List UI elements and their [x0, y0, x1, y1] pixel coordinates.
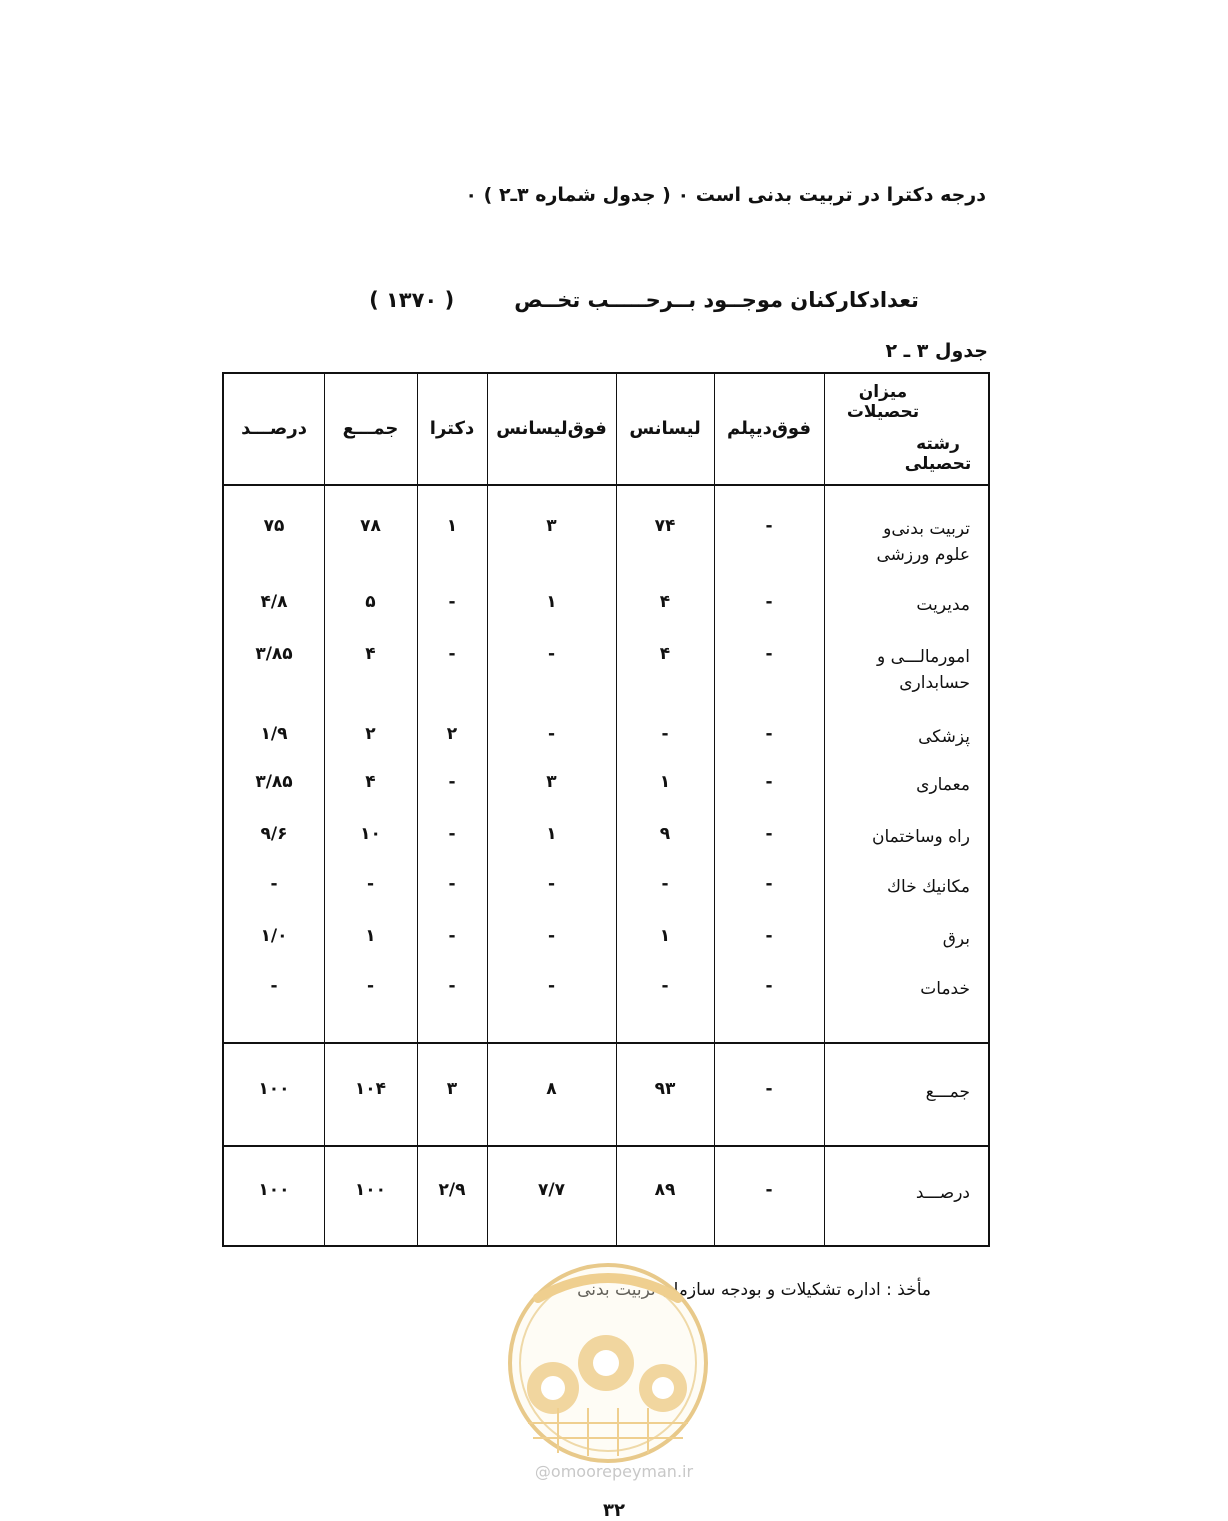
cell-percent: ۱/۰ — [260, 926, 288, 946]
cell-doctorate: - — [448, 644, 456, 664]
cell-associate: - — [765, 644, 773, 664]
header-total: جمـــع — [342, 417, 399, 439]
cell-doctorate: - — [448, 592, 456, 612]
row-label: خدمات — [920, 979, 970, 999]
percent-divider — [224, 1145, 988, 1147]
percent-total: ۱۰۰ — [354, 1180, 387, 1200]
cell-percent: - — [270, 976, 278, 996]
cell-doctorate: - — [448, 874, 456, 894]
cell-associate: - — [765, 772, 773, 792]
cell-master: - — [547, 724, 556, 744]
table-number-label: جدول ۳ ـ ۲ — [885, 340, 988, 362]
row-label: معماری — [916, 775, 970, 795]
cell-associate: - — [765, 516, 773, 536]
cell-total: - — [366, 976, 375, 996]
cell-doctorate: ۲ — [446, 724, 458, 744]
cell-bachelor: ۴ — [659, 592, 671, 612]
cell-master: - — [547, 644, 556, 664]
page-number: ۳۲ — [603, 1500, 625, 1521]
percent-master: ۷/۷ — [538, 1180, 565, 1200]
total-master: ۸ — [546, 1079, 557, 1099]
total-total: ۱۰۴ — [354, 1079, 387, 1099]
cell-doctorate: - — [448, 926, 456, 946]
cell-total: ۱ — [365, 926, 376, 946]
cell-associate: - — [765, 724, 773, 744]
cell-associate: - — [765, 824, 773, 844]
cell-bachelor: ۹ — [659, 824, 671, 844]
staff-table — [222, 372, 990, 1247]
cell-percent: ۷۵ — [263, 516, 285, 536]
row-label: تربیت بدنی‌و علوم ورزشی — [876, 519, 970, 565]
column-divider — [324, 374, 325, 1245]
cell-associate: - — [765, 874, 773, 894]
column-divider — [714, 374, 715, 1245]
cell-doctorate: - — [448, 976, 456, 996]
cell-master: - — [547, 976, 556, 996]
cell-associate: - — [765, 592, 773, 612]
header-bachelor: لیسانس — [629, 417, 701, 439]
column-divider — [487, 374, 488, 1245]
cell-percent: ۱/۹ — [260, 724, 288, 744]
percent-bachelor: ۸۹ — [654, 1180, 676, 1200]
cell-bachelor: ۱ — [659, 772, 671, 792]
cell-doctorate: - — [448, 772, 456, 792]
cell-bachelor: - — [661, 724, 669, 744]
cell-bachelor: ۷۴ — [654, 516, 676, 536]
cell-bachelor: ۱ — [659, 926, 671, 946]
cell-total: ۲ — [365, 724, 376, 744]
cell-total: ۷۸ — [360, 516, 381, 536]
row-label: پزشکی — [918, 727, 970, 747]
percent-percent: ۱۰۰ — [258, 1180, 290, 1200]
cell-master: ۳ — [546, 516, 557, 536]
header-divider — [224, 484, 988, 486]
source-note: مأخذ : اداره تشکیلات و بودجه سازمان تربیت بدنی — [577, 1280, 931, 1300]
column-divider — [417, 374, 418, 1245]
cell-master: - — [547, 926, 556, 946]
cell-bachelor: - — [661, 976, 669, 996]
percent-row-label: درصـــد — [915, 1183, 970, 1203]
total-divider — [224, 1042, 988, 1044]
cell-associate: - — [765, 926, 773, 946]
intro-line: درجه دکترا در تربیت بدنی است ۰ ( جدول شماره ۳ـ۲ ) ۰ — [465, 184, 986, 206]
table-title-main: تعدادکارکنان موجــود بــرحـــــب تخــص — [514, 288, 919, 312]
cell-total: ۴ — [365, 644, 376, 664]
cell-master: - — [547, 874, 556, 894]
watermark-logo — [498, 1258, 718, 1468]
header-doctorate: دکترا — [429, 417, 475, 439]
table-title-year: ( ۱۳۷۰ ) — [369, 288, 455, 312]
cell-percent: ۳/۸۵ — [255, 772, 293, 792]
total-percent: ۱۰۰ — [258, 1079, 290, 1099]
cell-total: ۴ — [365, 772, 376, 792]
cell-percent: ۹/۶ — [260, 824, 288, 844]
header-percent: درصـــد — [241, 417, 307, 439]
cell-bachelor: ۴ — [659, 644, 671, 664]
watermark-url: @omoorepeyman.ir — [534, 1462, 694, 1481]
cell-doctorate: ۱ — [446, 516, 458, 536]
cell-percent: ۳/۸۵ — [255, 644, 293, 664]
cell-associate: - — [765, 976, 773, 996]
row-label: راه وساختمان — [871, 827, 970, 847]
total-doctorate: ۳ — [446, 1079, 458, 1099]
cell-master: ۱ — [546, 824, 557, 844]
header-associate: فوق‌دیپلم — [727, 417, 811, 439]
row-label: برق — [942, 929, 970, 949]
percent-associate: - — [765, 1180, 773, 1200]
row-label: مدیریت — [916, 595, 970, 615]
cell-total: ۵ — [365, 592, 376, 612]
corner-header-field: رشته تحصیلی — [904, 434, 972, 474]
cell-bachelor: - — [661, 874, 669, 894]
cell-percent: - — [270, 874, 278, 894]
row-label: امورمالـــی و حسابداری — [876, 647, 970, 693]
table-title — [0, 288, 1228, 312]
header-master: فوق‌لیسانس — [496, 417, 607, 439]
cell-master: ۳ — [546, 772, 557, 792]
column-divider — [824, 374, 825, 1245]
cell-total: ۱۰ — [360, 824, 381, 844]
cell-percent: ۴/۸ — [260, 592, 288, 612]
percent-doctorate: ۲/۹ — [438, 1180, 466, 1200]
cell-doctorate: - — [448, 824, 456, 844]
total-associate: - — [765, 1079, 773, 1099]
total-row-label: جمـــع — [925, 1082, 970, 1102]
total-bachelor: ۹۳ — [654, 1079, 676, 1099]
row-label: مکانیك خاك — [887, 877, 970, 897]
cell-master: ۱ — [546, 592, 557, 612]
cell-total: - — [366, 874, 375, 894]
column-divider — [616, 374, 617, 1245]
corner-header-education: میزان تحصیلات — [846, 382, 920, 422]
